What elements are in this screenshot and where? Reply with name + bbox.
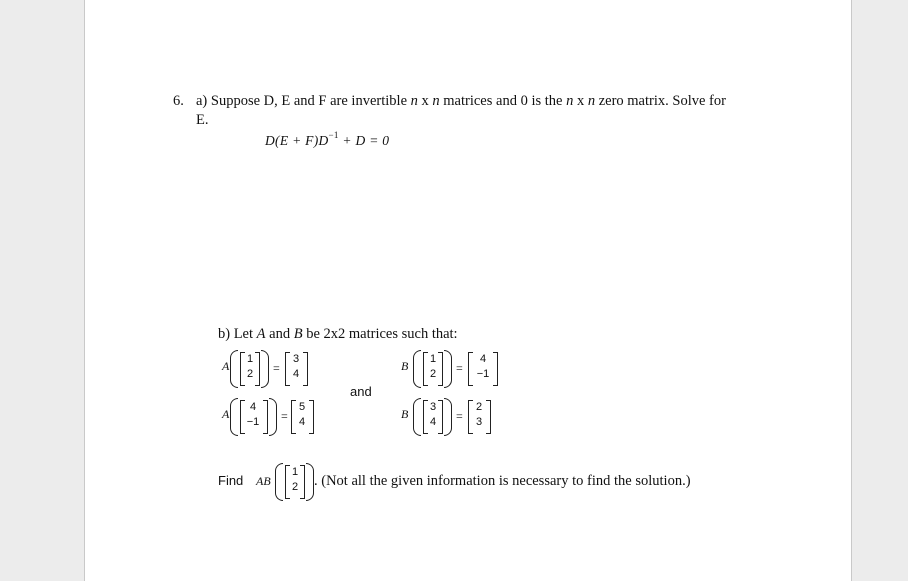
find-word: Find [218, 473, 244, 488]
part-a-line2: E. [196, 112, 209, 128]
part-a-label: a) [196, 93, 208, 109]
equation-exponent: −1 [328, 130, 339, 140]
problem-number: 6. [173, 93, 184, 109]
and-word: and [350, 384, 372, 399]
document-page [84, 0, 852, 581]
equation-main: $D(E + F)D^{-1} + D = 0$ [265, 130, 390, 148]
find-matrix: AB [256, 474, 271, 488]
find-note: . (Not all the given information is necessary to find the solution.) [314, 473, 691, 489]
part-a-text: a) Suppose D, E and F are invertible n x n matrices and 0 is the n x n zero matrix. Solve for [196, 93, 726, 109]
part-b-intro: b) Let A and B be 2x2 matrices such that: [218, 326, 458, 342]
